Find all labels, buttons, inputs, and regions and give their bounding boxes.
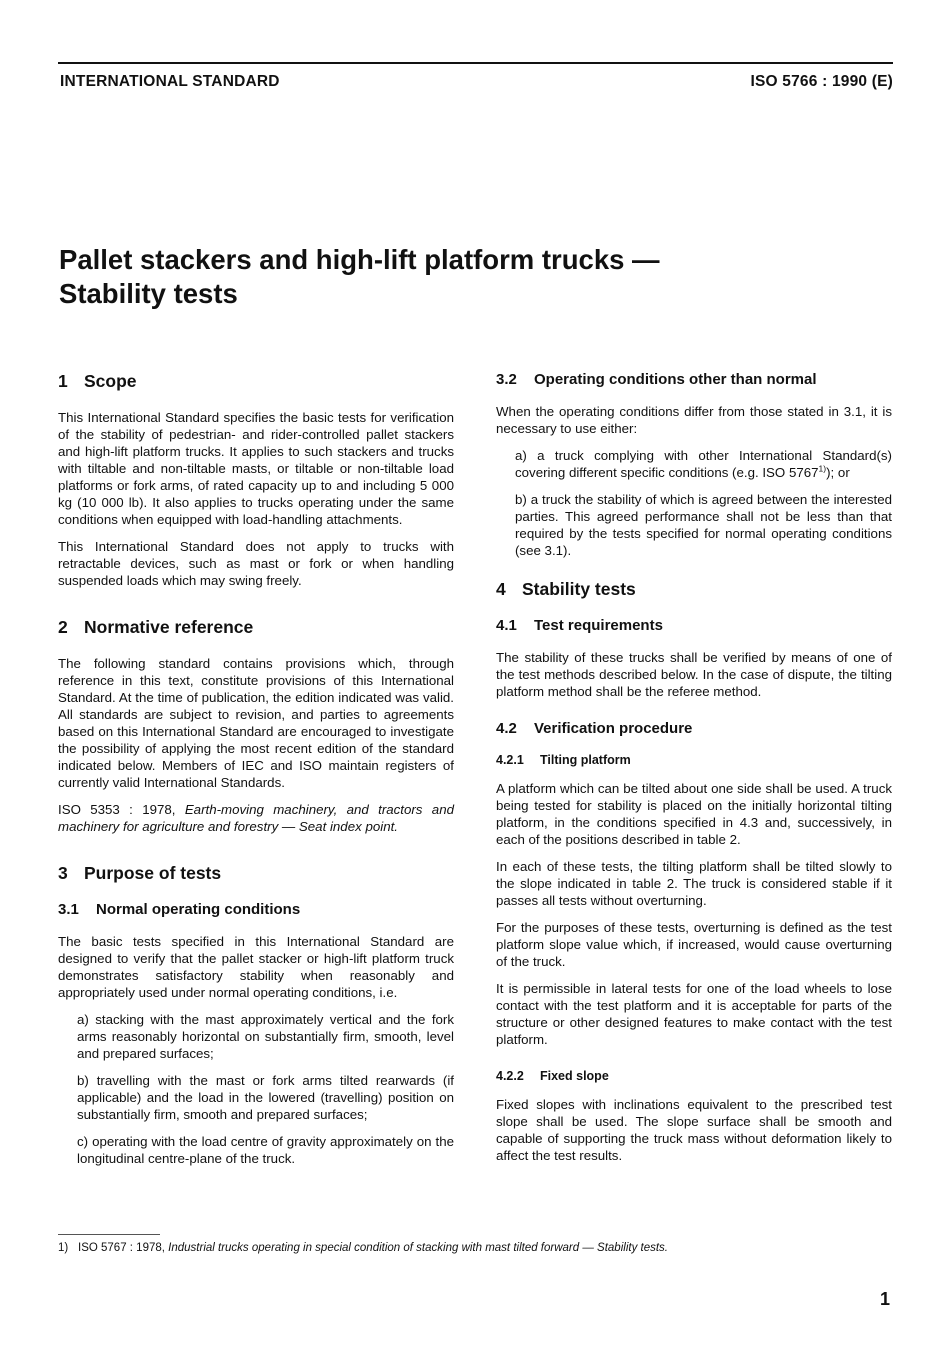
scope-paragraph-1: This International Standard specifies the basic tests for verification of the stability of pedestrian- and rider-controlled pallet stackers and high-lift platform trucks. It applies to such stackers and trucks with tiltable and non-tiltable masts, or tiltable or non-tiltable load platforms or fork arms, of rated capacity up to and including 5 000 kg (10 000 lb). It also applies to trucks operating under the same conditions when equipped with load-handling attachments. <box>58 410 454 527</box>
left-column <box>58 371 454 1177</box>
section-4-2-1-heading: 4.2.1 Tilting platform <box>496 753 631 767</box>
section-4-1-heading: 4.1 Test requirements <box>496 617 663 634</box>
footnote-separator <box>58 1234 160 1235</box>
tilting-platform-paragraph-1: A platform which can be tilted about one side shall be used. A truck being tested for stability is placed on the initially horizontal tilting platform, in the conditions specified in 4.3 and, successively, in each of the positions described in table 2. <box>496 781 892 847</box>
section-3-heading: 3 Purpose of tests <box>58 863 222 883</box>
normative-reference-paragraph: The following standard contains provisions which, through reference in this text, constitute provisions of this International Standard. At the time of publication, the edition indicated was valid. All standards are subject to revision, and parties to agreements based on this International Standard are encouraged to investigate the possibility of applying the most recent edition of the standard indicated below. Members of IEC and ISO maintain registers of currently valid International Standards. <box>58 656 454 790</box>
list-item-c: c) operating with the load centre of gravity approximately on the longitudinal centre-plane of the truck. <box>77 1134 454 1166</box>
right-column <box>496 371 892 1174</box>
header-rule <box>58 62 893 64</box>
footnote-marker: 1) <box>818 463 827 474</box>
other-conditions-item-a: a) a truck complying with other International Standard(s) covering different specific conditions (e.g. ISO 5767$^{1)}$); or <box>515 448 892 480</box>
standard-number: ISO 5766 : 1990 (E) <box>750 73 893 90</box>
section-4-2-heading: 4.2 Verification procedure <box>496 720 693 737</box>
document-title <box>59 243 660 311</box>
list-item-b: b) travelling with the mast or fork arms tilted rearwards (if applicable) and the load in the lowered (travelling) position on substantially firm, smooth and prepared surfaces; <box>77 1073 454 1122</box>
section-4-2-2-heading: 4.2.2 Fixed slope <box>496 1069 609 1083</box>
document-type: INTERNATIONAL STANDARD <box>60 73 280 90</box>
section-1-heading: 1 Scope <box>58 371 137 391</box>
tilting-platform-paragraph-2: In each of these tests, the tilting platform shall be tilted slowly to the slope indicated in table 2. The truck is considered stable if it passes all tests without overturning. <box>496 859 892 908</box>
scope-paragraph-2: This International Standard does not apply to trucks with retractable devices, such as mast or fork or when handling suspended loads which may swing freely. <box>58 539 454 588</box>
page-number: 1 <box>879 1289 890 1309</box>
other-conditions-item-b: b) a truck the stability of which is agreed between the interested parties. This agreed performance shall not be less than that required by the tests specified for normal operating conditions (see 3.1). <box>515 492 892 558</box>
normal-conditions-paragraph: The basic tests specified in this International Standard are designed to verify that the pallet stacker or high-lift platform truck demonstrates satisfactory stability when reasonably and appropriately used under normal operating conditions, i.e. <box>58 934 454 1000</box>
footnote: 1) ISO 5767 : 1978, Industrial trucks operating in special condition of stacking with mast tilted forward — Stability tests. <box>58 1242 668 1254</box>
fixed-slope-paragraph: Fixed slopes with inclinations equivalent to the prescribed test slope shall be used. The slope surface shall be smooth and capable of supporting the truck mass without deformation likely to affect the test results. <box>496 1097 892 1163</box>
section-2-heading: 2 Normative reference <box>58 617 254 637</box>
tilting-platform-paragraph-4: It is permissible in lateral tests for one of the load wheels to lose contact with the test platform and it is acceptable for parts of the structure or other designed features to make contact with the test platform. <box>496 981 892 1047</box>
list-item-a: a) stacking with the mast approximately vertical and the fork arms reasonably horizontal on substantially firm, smooth, level and prepared surfaces; <box>77 1012 454 1061</box>
section-4-heading: 4 Stability tests <box>496 579 636 599</box>
title-line-1: Pallet stackers and high-lift platform trucks — <box>59 244 660 275</box>
test-requirements-paragraph: The stability of these trucks shall be verified by means of one of the test methods described below. In the case of dispute, the tilting platform method shall be the referee method. <box>496 650 892 699</box>
title-line-2: Stability tests <box>59 278 238 309</box>
other-conditions-paragraph: When the operating conditions differ from those stated in 3.1, it is necessary to use either: <box>496 404 892 436</box>
normative-reference-entry: ISO 5353 : 1978, Earth-moving machinery, and tractors and machinery for agriculture and forestry — Seat index point. <box>58 802 454 834</box>
section-3-1-heading: 3.1 Normal operating conditions <box>58 901 301 918</box>
tilting-platform-paragraph-3: For the purposes of these tests, overturning is defined as the test platform slope value which, if increased, would cause overturning of the truck. <box>496 920 892 969</box>
section-3-2-heading: 3.2 Operating conditions other than normal <box>496 371 817 388</box>
